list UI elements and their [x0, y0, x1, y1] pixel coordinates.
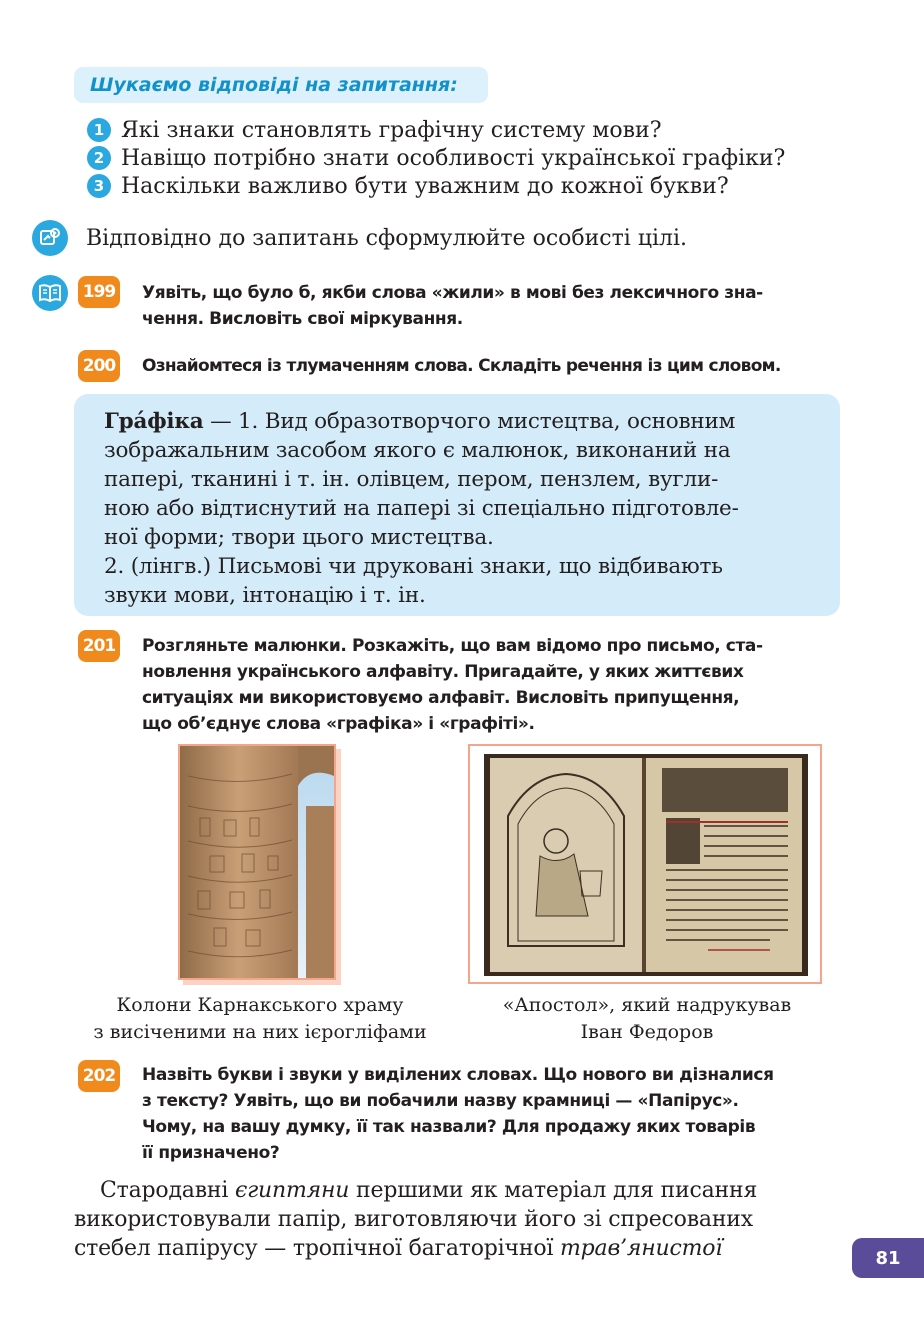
definition-line: зображальним засобом якого є малюнок, виконаний на — [104, 438, 731, 463]
body-text: Стародавні — [100, 1178, 235, 1203]
question-text: Наскільки важливо бути уважним до кожної букви? — [121, 173, 729, 199]
image-caption — [468, 992, 826, 1046]
definition-line: ною або відтиснутий на папері зі спеціально підготовле- — [104, 496, 739, 521]
question-text: Які знаки становлять графічну систему мови? — [121, 117, 662, 143]
definition-line: звуки мови, інтонацію і т. ін. — [104, 583, 426, 608]
karnak-columns-photo — [178, 744, 336, 980]
exercise-text-line: Назвіть букви і звуки у виділених словах. Що нового ви дізналися — [142, 1065, 774, 1085]
highlighted-word: трав’янистої — [560, 1236, 723, 1261]
body-text: першими як матеріал для писання — [349, 1178, 758, 1203]
caption-line: «Апостол», який надрукував — [502, 994, 792, 1016]
exercise-number-badge: 200 — [78, 350, 120, 382]
caption-line: з висіченими на них ієрогліфами — [93, 1021, 427, 1043]
image-caption — [70, 992, 450, 1046]
question-number-badge: 1 — [87, 118, 111, 142]
question-item — [87, 172, 729, 200]
exercise-text — [142, 633, 842, 737]
goals-prompt: Відповідно до запитань сформулюйте особисті цілі. — [86, 226, 688, 251]
definition-line: ної форми; твори цього мистецтва. — [104, 525, 494, 550]
exercise-text-line: Розгляньте малюнки. Розкажіть, що вам відомо про письмо, ста- — [142, 636, 763, 656]
body-line — [74, 1176, 840, 1205]
exercise-text-line: її призначено? — [142, 1143, 280, 1163]
exercise-text-line: Чому, на вашу думку, її так назвали? Для продажу яких товарів — [142, 1117, 756, 1137]
highlighted-word: єгиптяни — [235, 1178, 350, 1203]
question-text: Навіщо потрібно знати особливості української графіки? — [121, 145, 786, 171]
exercise-text-line: що об’єднує слова «графіка» і «графіті». — [142, 714, 535, 734]
body-line: використовували папір, виготовляючи його зі спресованих — [74, 1207, 753, 1232]
definition-box — [74, 394, 840, 616]
exercise-text — [142, 353, 842, 379]
exercise-text-line: новлення українського алфавіту. Пригадайте, у яких життєвих — [142, 662, 744, 682]
body-text: стебел папірусу — тропічної багаторічної — [74, 1236, 561, 1261]
question-number-badge: 3 — [87, 174, 111, 198]
section-heading: Шукаємо відповіді на запитання: — [74, 67, 488, 103]
caption-line: Іван Федоров — [580, 1021, 714, 1043]
exercise-text-line: чення. Висловіть свої міркування. — [142, 309, 463, 329]
question-item — [87, 144, 785, 172]
exercise-text — [142, 280, 842, 332]
body-paragraph — [74, 1176, 840, 1263]
body-line — [74, 1234, 840, 1263]
open-book-icon — [32, 275, 68, 311]
target-puzzle-icon — [32, 220, 68, 256]
exercise-text-line: Ознайомтеся із тлумаченням слова. Складіть речення із цим словом. — [142, 356, 781, 376]
exercise-number-badge: 201 — [78, 630, 120, 662]
caption-line: Колони Карнакського храму — [116, 994, 404, 1016]
apostol-book-photo — [468, 744, 822, 984]
exercise-text — [142, 1062, 842, 1166]
definition-line: — 1. Вид образотворчого мистецтва, основним — [203, 409, 736, 434]
exercise-text-line: ситуаціях ми використовуємо алфавіт. Висловіть припущення, — [142, 688, 740, 708]
question-number-badge: 2 — [87, 146, 111, 170]
definition-term: Гра́фіка — [104, 409, 204, 434]
question-item — [87, 116, 662, 144]
definition-line: папері, тканині і т. ін. олівцем, пером, пензлем, вугли- — [104, 467, 719, 492]
definition-line: 2. (лінгв.) Письмові чи друковані знаки, що відбивають — [104, 554, 723, 579]
exercise-number-badge: 202 — [78, 1060, 120, 1092]
page-number: 81 — [852, 1238, 924, 1278]
exercise-text-line: Уявіть, що було б, якби слова «жили» в мові без лексичного зна- — [142, 283, 763, 303]
exercise-text-line: з тексту? Уявіть, що ви побачили назву крамниці — «Папірус». — [142, 1091, 739, 1111]
exercise-number-badge: 199 — [78, 276, 120, 308]
